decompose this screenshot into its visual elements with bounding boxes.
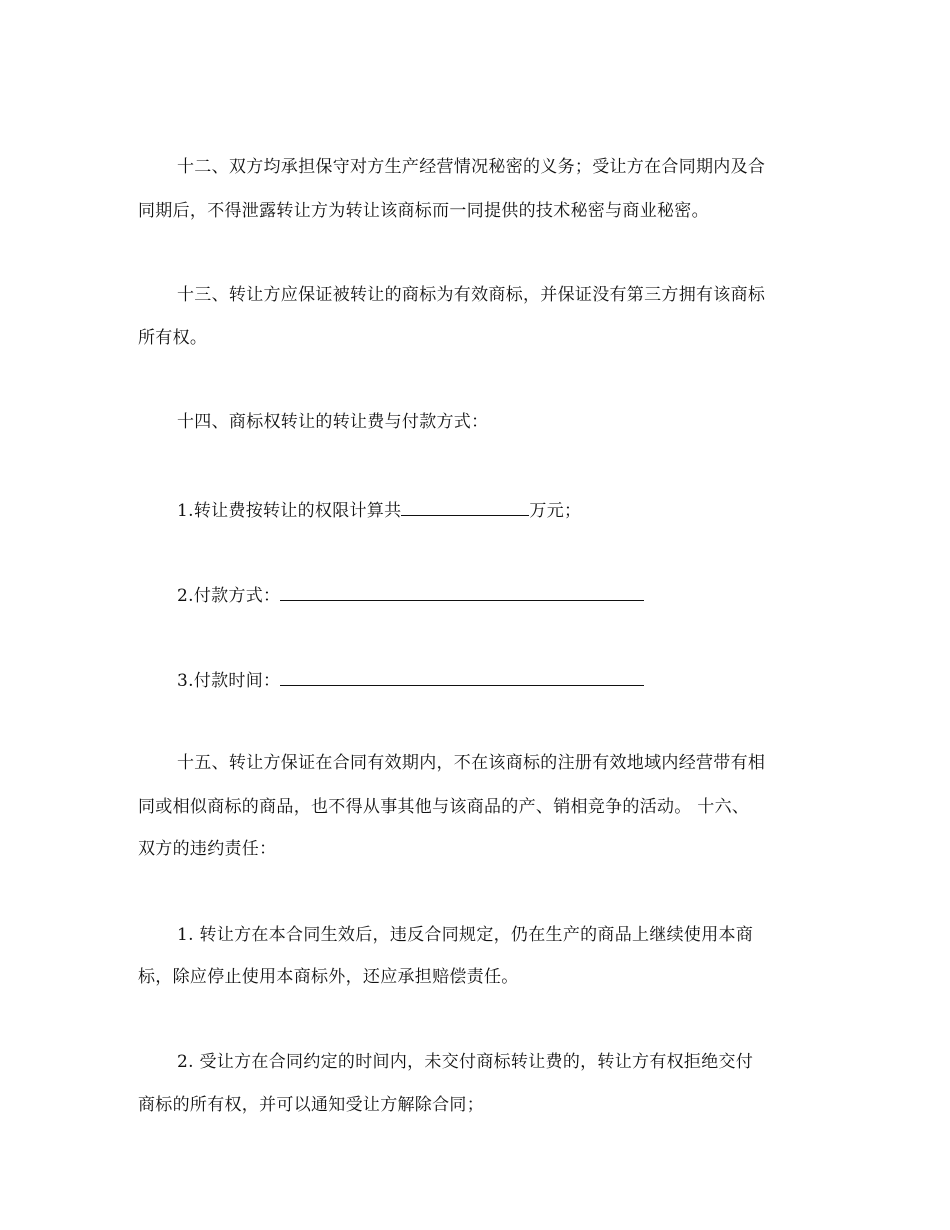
clause-13-line-2: 所有权。 <box>138 328 208 348</box>
clause-12-line-2: 同期后，不得泄露转让方为转让该商标而一同提供的技术秘密与商业秘密。 <box>138 201 709 221</box>
clause-15-line-1: 十五、转让方保证在合同有效期内，不在该商标的注册有效地域内经营带有相 <box>177 753 766 773</box>
clause-16-item-1-line-2: 标，除应停止使用本商标外，还应承担赔偿责任。 <box>138 967 519 987</box>
clause-16-item-2-line-1: 2. 受让方在合同约定的时间内，未交付商标转让费的，转让方有权拒绝交付 <box>177 1052 754 1072</box>
clause-13-line-1: 十三、转让方应保证被转让的商标为有效商标，并保证没有第三方拥有该商标 <box>177 285 766 305</box>
clause-14-heading: 十四、商标权转让的转让费与付款方式： <box>177 412 489 432</box>
clause-16-item-2-line-2: 商标的所有权，并可以通知受让方解除合同； <box>138 1095 484 1115</box>
clause-14-item-3 <box>177 667 857 692</box>
payment-time-blank[interactable] <box>280 667 644 686</box>
payment-time-label: 3.付款时间： <box>177 671 281 691</box>
payment-method-label: 2.付款方式： <box>177 586 281 606</box>
clause-15-line-3: 双方的违约责任： <box>138 839 277 859</box>
transfer-fee-blank[interactable] <box>401 497 529 516</box>
clause-14-item-2 <box>177 582 857 607</box>
clause-14-item-1-suffix: 万元； <box>529 501 582 521</box>
clause-14-item-1 <box>177 497 857 522</box>
clause-15-line-2: 同或相似商标的商品，也不得从事其他与该商品的产、销相竞争的活动。 十六、 <box>138 797 750 817</box>
payment-method-blank[interactable] <box>280 582 644 601</box>
clause-12-line-1: 十二、双方均承担保守对方生产经营情况秘密的义务；受让方在合同期内及合 <box>177 157 766 177</box>
clause-16-item-1-line-1: 1. 转让方在本合同生效后，违反合同规定，仍在生产的商品上继续使用本商 <box>177 925 754 945</box>
clause-14-item-1-prefix: 1.转让费按转让的权限计算共 <box>177 501 402 521</box>
